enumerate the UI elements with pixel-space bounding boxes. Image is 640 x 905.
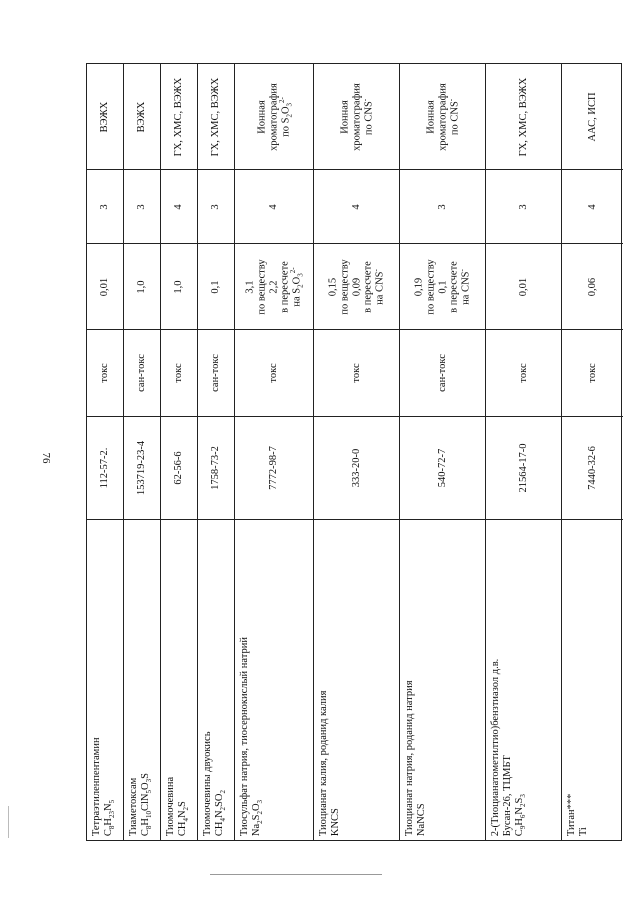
table-row bbox=[400, 64, 486, 840]
hazard-class: 3 bbox=[136, 203, 148, 210]
analysis-method-cell bbox=[198, 64, 234, 170]
cell-line: Тиоцианат натрия, роданид натрия bbox=[404, 680, 415, 836]
hazard-class-cell bbox=[562, 170, 623, 244]
cas-number: 7440-32-6 bbox=[586, 446, 598, 490]
cas-number-cell bbox=[198, 417, 234, 520]
cell-line: Ионная bbox=[338, 99, 350, 134]
cell-line: по CNS- bbox=[445, 98, 460, 135]
cas-number-cell bbox=[161, 417, 197, 520]
cell-line: Тиосульфат натрия, тиосернокислый натрий bbox=[239, 636, 250, 836]
cell-line: на CNS- bbox=[371, 268, 386, 305]
hazard-class: 3 bbox=[210, 203, 222, 210]
table-row bbox=[161, 64, 198, 840]
cell-line: ГХ, ХМС, ВЭЖХ bbox=[517, 77, 529, 156]
cell-line: 3,1 bbox=[244, 279, 256, 294]
toxicity-indicator-cell bbox=[562, 330, 623, 417]
concentration-cell bbox=[161, 244, 197, 330]
cell-line: $C_8H_{10}ClN_5O_3S$ bbox=[140, 772, 154, 836]
hazard-class: 4 bbox=[586, 203, 598, 210]
table-row bbox=[87, 64, 124, 840]
toxicity-indicator: токс bbox=[517, 363, 529, 383]
substance-name-cell bbox=[486, 520, 561, 842]
cell-line: 0,01 bbox=[99, 277, 111, 296]
analysis-method-cell bbox=[124, 64, 160, 170]
substance-name-cell bbox=[124, 520, 160, 842]
cell-line: 0,01 bbox=[517, 277, 529, 296]
cell-line: 1,0 bbox=[136, 279, 148, 294]
hazard-class: 3 bbox=[517, 203, 529, 210]
hazard-class-cell bbox=[314, 170, 399, 244]
cell-line: 0,09 bbox=[350, 277, 362, 296]
cell-line: Ионная bbox=[256, 99, 268, 134]
toxicity-indicator: токс bbox=[586, 363, 598, 383]
cell-line: Бусан-26, ТЦМБТ bbox=[502, 755, 514, 836]
table-row bbox=[314, 64, 400, 840]
cell-line: Тиоцианат калия, роданид калия bbox=[318, 690, 329, 836]
toxicity-indicator-cell bbox=[124, 330, 160, 417]
cell-line: $CH_4N_2S$ bbox=[177, 800, 191, 836]
toxicity-indicator: токс bbox=[350, 363, 362, 383]
cell-line: на $S_2O_3^{2-}$ bbox=[289, 266, 305, 307]
substance-name-cell bbox=[400, 520, 485, 842]
scan-edge-mark bbox=[8, 806, 9, 838]
cell-line: 0,1 bbox=[210, 279, 222, 294]
cell-line: по веществу bbox=[338, 258, 350, 315]
cell-line: Тиаметоксам bbox=[128, 777, 139, 836]
cell-line: хроматография bbox=[436, 82, 448, 151]
table-row bbox=[198, 64, 235, 840]
cell-line: Титан*** bbox=[566, 793, 577, 836]
table-row bbox=[486, 64, 562, 840]
cas-number-cell bbox=[235, 417, 313, 520]
hazard-class: 4 bbox=[350, 203, 362, 210]
cell-line: Ti bbox=[578, 827, 590, 836]
cas-number-cell bbox=[562, 417, 623, 520]
toxicity-indicator: сан-токс bbox=[436, 354, 448, 392]
cell-line: ГХ, ХМС, ВЭЖХ bbox=[173, 77, 185, 156]
hazard-class: 3 bbox=[99, 203, 111, 210]
cell-line: хроматография bbox=[268, 82, 280, 151]
cell-line: 2,2 bbox=[268, 279, 280, 294]
concentration-cell bbox=[400, 244, 485, 330]
analysis-method-cell bbox=[235, 64, 313, 170]
analysis-method-cell bbox=[314, 64, 399, 170]
cell-line: на CNS- bbox=[457, 268, 472, 305]
cell-line: 2-(Тиоцианатометилтио)бензтиазол д.в. bbox=[490, 658, 501, 836]
toxicity-indicator: токс bbox=[99, 363, 111, 383]
cas-number: 333-20-0 bbox=[350, 448, 362, 488]
substance-name-cell bbox=[87, 520, 123, 842]
table-row bbox=[562, 64, 623, 840]
cell-line: в пересчете bbox=[448, 260, 460, 313]
toxicity-indicator-cell bbox=[314, 330, 399, 417]
cell-line: NaNCS bbox=[416, 803, 428, 836]
concentration-cell bbox=[198, 244, 234, 330]
cas-number-cell bbox=[87, 417, 123, 520]
toxicity-indicator-cell bbox=[400, 330, 485, 417]
toxicity-indicator-cell bbox=[161, 330, 197, 417]
cell-line: 0,06 bbox=[586, 277, 598, 296]
cell-line: Ионная bbox=[424, 99, 436, 134]
cas-number-cell bbox=[124, 417, 160, 520]
cas-number: 1758-73-2 bbox=[210, 446, 222, 490]
cas-number: 153719-23-4 bbox=[136, 440, 148, 496]
cell-line: ВЭЖХ bbox=[136, 101, 148, 132]
analysis-method-cell bbox=[87, 64, 123, 170]
toxicity-indicator-cell bbox=[198, 330, 234, 417]
cell-line: ГХ, ХМС, ВЭЖХ bbox=[210, 77, 222, 156]
substances-table bbox=[86, 63, 622, 841]
cas-number-cell bbox=[314, 417, 399, 520]
concentration-cell bbox=[562, 244, 623, 330]
table-row bbox=[235, 64, 314, 840]
hazard-class-cell bbox=[87, 170, 123, 244]
cell-line: ААС, ИСП bbox=[586, 91, 598, 142]
cell-line: $CH_4N_2SO_2$ bbox=[214, 789, 228, 836]
page-number: 76 bbox=[40, 452, 52, 464]
hazard-class: 3 bbox=[436, 203, 448, 210]
cell-line: $Na_2S_2O_3$ bbox=[251, 799, 265, 836]
table-row bbox=[124, 64, 161, 840]
cell-line: 0,19 bbox=[413, 277, 425, 296]
cas-number: 62-56-6 bbox=[173, 451, 185, 485]
toxicity-indicator-cell bbox=[486, 330, 561, 417]
hazard-class: 4 bbox=[173, 203, 185, 210]
cas-number-cell bbox=[400, 417, 485, 520]
cell-line: ВЭЖХ bbox=[99, 101, 111, 132]
cell-line: Тиомочевина bbox=[165, 776, 176, 836]
toxicity-indicator-cell bbox=[235, 330, 313, 417]
substance-name-cell bbox=[562, 520, 623, 842]
analysis-method-cell bbox=[486, 64, 561, 170]
hazard-class-cell bbox=[235, 170, 313, 244]
concentration-cell bbox=[87, 244, 123, 330]
cas-number: 21564-17-0 bbox=[517, 443, 529, 493]
concentration-cell bbox=[235, 244, 313, 330]
cell-line: хроматография bbox=[350, 82, 362, 151]
cell-line: в пересчете bbox=[362, 260, 374, 313]
toxicity-indicator: сан-токс bbox=[210, 354, 222, 392]
toxicity-indicator: токс bbox=[173, 363, 185, 383]
hazard-class-cell bbox=[400, 170, 485, 244]
cell-line: по веществу bbox=[424, 258, 436, 315]
cell-line: 0,15 bbox=[327, 277, 339, 296]
cell-line: 1,0 bbox=[173, 279, 185, 294]
toxicity-indicator: токс bbox=[268, 363, 280, 383]
cas-number: 112-57-2. bbox=[99, 447, 111, 489]
toxicity-indicator-cell bbox=[87, 330, 123, 417]
cell-line: $C_8H_{23}N_5$ bbox=[103, 799, 117, 836]
concentration-cell bbox=[486, 244, 561, 330]
substance-name-cell bbox=[198, 520, 234, 842]
substance-name-cell bbox=[161, 520, 197, 842]
toxicity-indicator: сан-токс bbox=[136, 354, 148, 392]
cell-line: по веществу bbox=[256, 258, 268, 315]
cell-line: 0,1 bbox=[436, 279, 448, 294]
cell-line: по CNS- bbox=[359, 98, 374, 135]
cas-number-cell bbox=[486, 417, 561, 520]
hazard-class-cell bbox=[486, 170, 561, 244]
cell-line: Тиомочевины двуокись bbox=[202, 731, 213, 836]
cas-number: 7772-98-7 bbox=[268, 446, 280, 490]
hazard-class: 4 bbox=[268, 203, 280, 210]
cell-line: в пересчете bbox=[279, 260, 291, 313]
analysis-method-cell bbox=[400, 64, 485, 170]
cell-line: по $S_2O_3^{2-}$ bbox=[277, 96, 293, 137]
analysis-method-cell bbox=[161, 64, 197, 170]
concentration-cell bbox=[314, 244, 399, 330]
cas-number: 540-72-7 bbox=[436, 448, 448, 488]
hazard-class-cell bbox=[198, 170, 234, 244]
substance-name-cell bbox=[235, 520, 313, 842]
concentration-cell bbox=[124, 244, 160, 330]
hazard-class-cell bbox=[161, 170, 197, 244]
cell-line: Тетраэтиленпентамин bbox=[91, 737, 102, 836]
cell-line: $C_9H_6N_2S_3$ bbox=[514, 793, 528, 836]
analysis-method-cell bbox=[562, 64, 623, 170]
cell-line: KNCS bbox=[330, 807, 342, 836]
footer-divider bbox=[210, 874, 382, 875]
hazard-class-cell bbox=[124, 170, 160, 244]
substance-name-cell bbox=[314, 520, 399, 842]
